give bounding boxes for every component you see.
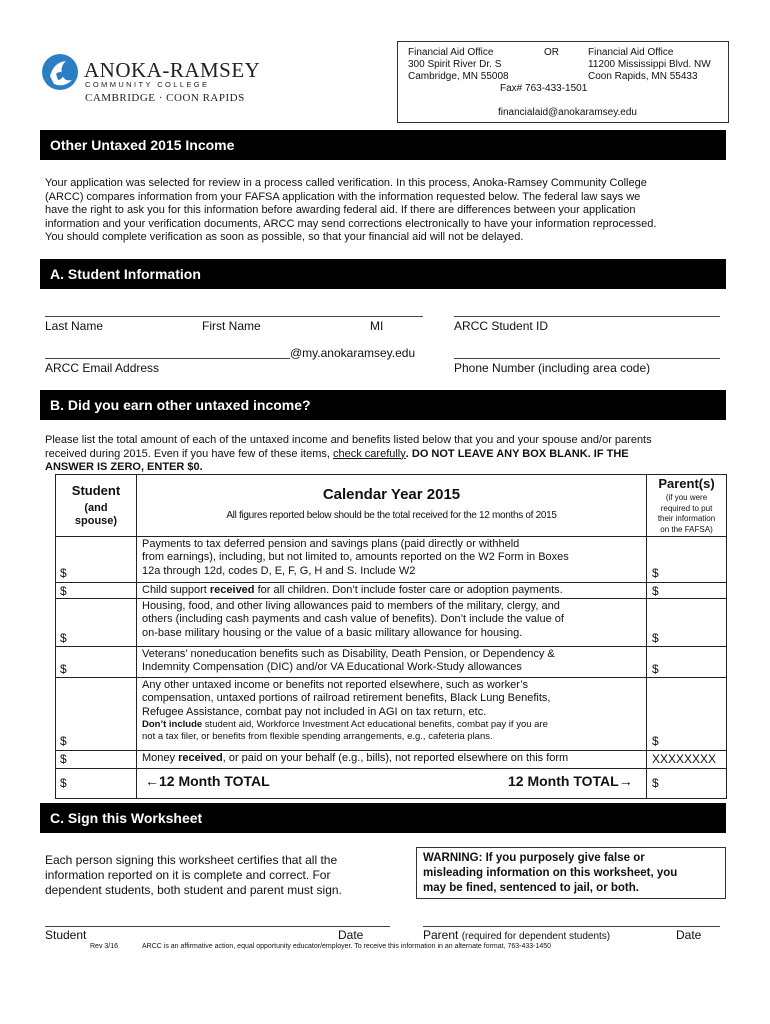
office-left-line: Financial Aid Office (408, 47, 494, 58)
parent-column-header: Parent(s) (658, 476, 715, 491)
student-signature-line[interactable] (45, 926, 390, 927)
student-dollar-field[interactable]: $ (60, 752, 67, 766)
office-left-line: 300 Spirit River Dr. S (408, 59, 502, 70)
parent-sub-line: their information (657, 514, 716, 523)
row-text: Money (142, 752, 179, 764)
cert-line: Each person signing this worksheet certifies that all the (45, 853, 338, 867)
parent-sub-line: (if you were (665, 493, 708, 502)
row-child-support (142, 584, 642, 597)
office-left-line: Cambridge, MN 55008 (408, 71, 509, 82)
parent-column-sub (647, 493, 726, 535)
instruction-line: Please list the total amount of each of the untaxed income and benefits listed below that you and your spouse and/or parents (45, 434, 652, 446)
cert-line: dependent students, both student and parent must sign. (45, 883, 342, 897)
intro-line: Your application was selected for review in a process called verification. In this process, Anoka-Ramsey Community College (45, 177, 647, 189)
certification-text (45, 853, 405, 898)
instruction-emphasis: check carefully (333, 447, 406, 460)
row-emphasis: received (178, 752, 223, 764)
row-text: Veterans’ noneducation benefits such as Disability, Death Pension, or Dependency & (142, 648, 555, 660)
parent-xxx-field: XXXXXXXX (652, 752, 717, 766)
student-column-sub: (and (84, 502, 108, 514)
calendar-year-subheader: All figures reported below should be the total received for the 12 months of 2015 (226, 510, 557, 521)
parent-dollar-field[interactable]: $ (652, 734, 659, 748)
parent-signature-line[interactable] (423, 926, 720, 927)
parent-signature-label (423, 928, 610, 942)
row-pension-payments (142, 538, 642, 578)
parent-sub-line: on the FAFSA) (660, 524, 713, 534)
row-note (142, 719, 642, 731)
row-text: Any other untaxed income or benefits not reported elsewhere, such as worker’s (142, 679, 529, 691)
office-fax: Fax# 763-433-1501 (500, 83, 588, 94)
student-total-label: ←12 Month TOTAL (145, 773, 270, 789)
parent-dollar-field[interactable]: $ (652, 566, 659, 580)
parent-total-field[interactable]: $ (652, 776, 659, 790)
phone-label: Phone Number (including area code) (454, 361, 651, 375)
row-money-received (142, 752, 642, 765)
office-email: financialaid@anokaramsey.edu (498, 107, 637, 118)
row-text: compensation, untaxed portions of railroad retirement benefits, Black Lung Benefits, (142, 692, 551, 705)
row-text: 12a through 12d, codes D, E, F, G, H and S. Include W2 (142, 564, 416, 577)
row-text: for all children. Don’t include foster care or adoption payments. (254, 584, 563, 596)
row-emphasis: received (209, 584, 255, 596)
row-note-emphasis: Don’t include (142, 719, 203, 731)
parent-total-label: 12 Month TOTAL→ (508, 773, 633, 789)
parent-date-label: Date (676, 928, 702, 942)
row-note-text: student aid, Workforce Investment Act educational benefits, combat pay if you are (202, 719, 548, 731)
student-column-header: Student (71, 483, 121, 498)
office-right-line: Financial Aid Office (588, 47, 674, 58)
logo-name: ANOKA-RAMSEY (84, 58, 261, 82)
row-text: Payments to tax deferred pension and savings plans (paid directly or withheld (142, 538, 520, 550)
row-text: Child support (142, 584, 210, 596)
office-right-line: 11200 Mississippi Blvd. NW (588, 59, 711, 70)
parent-dollar-field[interactable]: $ (652, 584, 659, 598)
parent-dollar-field[interactable]: $ (652, 662, 659, 676)
last-name-label: Last Name (45, 319, 104, 333)
instruction-warning: . DO NOT LEAVE ANY BOX BLANK. IF THE (405, 447, 629, 460)
parent-label-text: Parent (423, 928, 459, 942)
intro-line: have the right to ask you for this information before awarding federal aid. If there are differences between your application (45, 204, 636, 217)
intro-line: You should complete verification as soon as possible, so that your financial aid will not be delayed. (45, 231, 524, 244)
student-id-label: ARCC Student ID (454, 319, 549, 333)
section-c-header: C. Sign this Worksheet (40, 803, 726, 833)
student-dollar-field[interactable]: $ (60, 662, 67, 676)
email-suffix: @my.anokaramsey.edu (290, 346, 416, 360)
row-text: on-base military housing or the value of a basic military allowance for housing. (142, 626, 523, 639)
student-total-field[interactable]: $ (60, 776, 67, 790)
student-dollar-field[interactable]: $ (60, 631, 67, 645)
first-name-label: First Name (202, 319, 261, 333)
office-right-line: Coon Rapids, MN 55433 (588, 71, 698, 82)
calendar-year-header: Calendar Year 2015 (322, 486, 461, 503)
mi-label: MI (370, 319, 384, 333)
intro-line: information and your verification documents, ARCC may send corrections electronically to have your information reprocessed. (45, 217, 657, 230)
row-text: others (including cash payments and cash value of benefits). Don’t include the value of (142, 613, 564, 626)
row-note-text: not a tax filer, or benefits from flexible spending arrangements, e.g., cafeteria plans. (142, 730, 493, 742)
warning-line: WARNING: If you purposely give false or (423, 852, 645, 864)
instruction-line: ANSWER IS ZERO, ENTER $0. (45, 461, 203, 474)
row-text: Housing, food, and other living allowances paid to members of the military, clergy, and (142, 600, 560, 612)
office-or: OR (544, 47, 559, 58)
revision-label: Rev 3/16 (90, 943, 119, 950)
section-a-header: A. Student Information (40, 259, 726, 289)
parent-sub-line: required to put (660, 503, 713, 513)
row-veterans-benefits (142, 648, 642, 675)
parent-dollar-field[interactable]: $ (652, 631, 659, 645)
instruction-text: received during 2015. Even if you have few of these items, (45, 447, 333, 460)
logo-campuses: CAMBRIDGE · COON RAPIDS (85, 92, 245, 104)
parent-label-note: (required for dependent students) (461, 931, 611, 942)
page-title: Other Untaxed 2015 Income (40, 130, 726, 160)
row-other-untaxed (142, 679, 642, 742)
warning-line: may be fined, sentenced to jail, or both. (423, 882, 639, 894)
warning-line: misleading information on this worksheet, you (423, 867, 678, 879)
student-date-label: Date (338, 928, 364, 942)
logo-subtitle: COMMUNITY COLLEGE (85, 80, 210, 89)
student-signature-label: Student (45, 928, 87, 942)
cert-line: information reported on it is complete and correct. For (45, 868, 331, 882)
footer-note: ARCC is an affirmative action, equal opportunity educator/employer. To receive this information in an alternate format, 763-433-1450 (142, 943, 552, 950)
student-column-sub: spouse) (74, 515, 118, 527)
row-text: Indemnity Compensation (DIC) and/or VA Educational Work-Study allowances (142, 661, 522, 674)
row-text: , or paid on your behalf (e.g., bills), not reported elsewhere on this form (222, 752, 569, 764)
row-text: from earnings), including, but not limited to, amounts reported on the W2 Form in Boxes (142, 551, 569, 564)
section-b-header: B. Did you earn other untaxed income? (40, 390, 726, 420)
student-dollar-field[interactable]: $ (60, 584, 67, 598)
row-living-allowances (142, 600, 642, 640)
student-dollar-field[interactable]: $ (60, 734, 67, 748)
warning-box (416, 847, 726, 899)
intro-line: (ARCC) compares information from your FAFSA application with the information requested below. The federal law says we (45, 190, 641, 203)
student-dollar-field[interactable]: $ (60, 566, 67, 580)
email-label: ARCC Email Address (45, 361, 160, 375)
row-text: Refugee Assistance, combat pay not included in AGI on tax return, etc. (142, 705, 487, 718)
